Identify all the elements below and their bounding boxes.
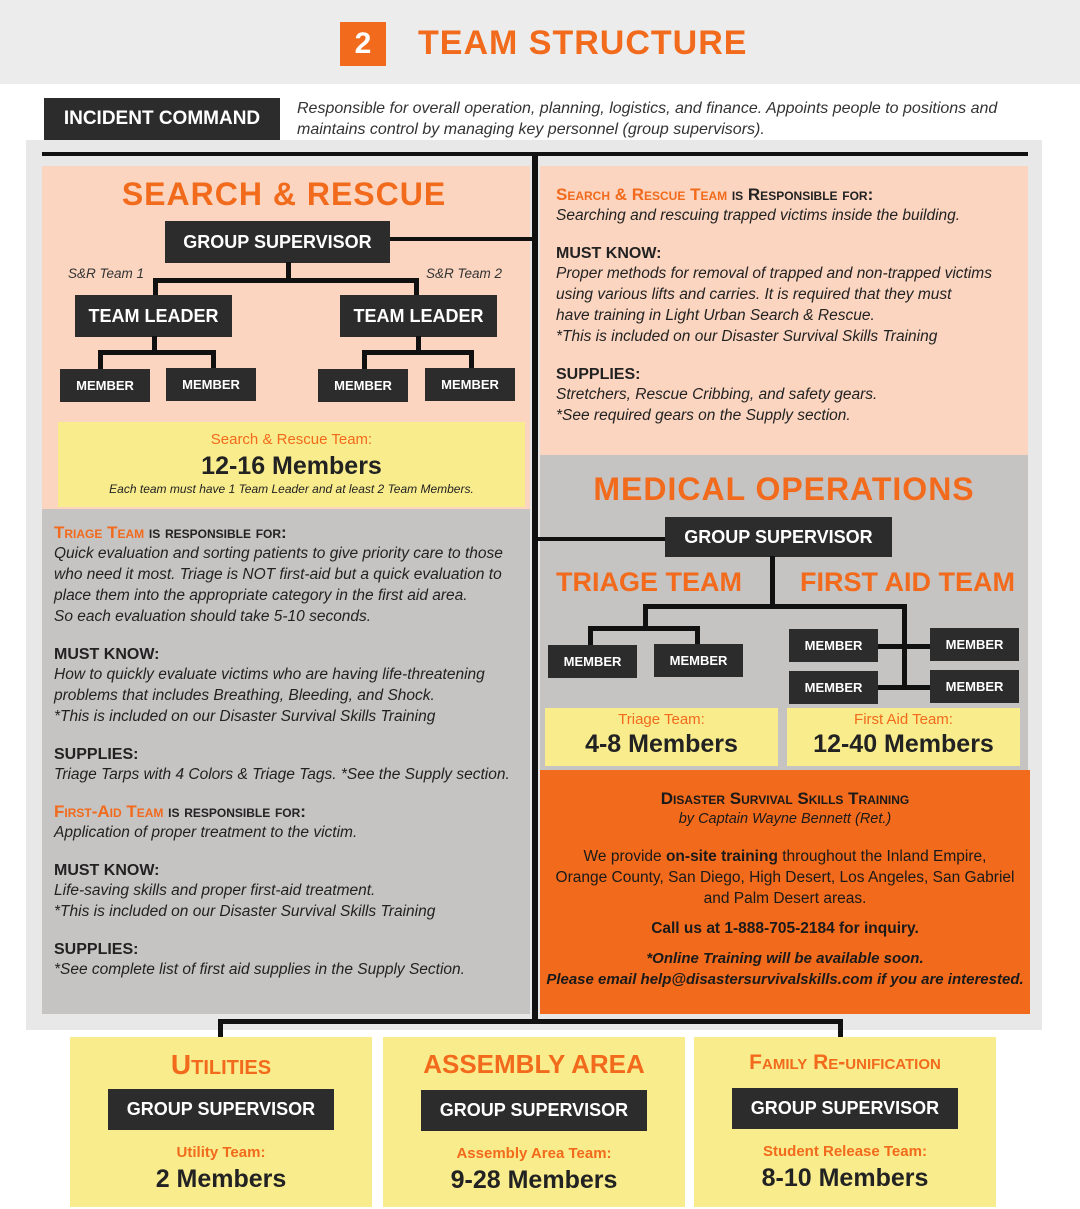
utilities-supervisor: GROUP SUPERVISOR — [108, 1089, 334, 1130]
center-trunk — [532, 152, 538, 1022]
incident-command-desc: Responsible for overall operation, planning, logistics, and finance. Appoints people to positions and maintains control by managing key personnel (group supervisors). — [297, 100, 998, 138]
sr-team-size-label: Search & Rescue Team: — [210, 431, 373, 448]
triage-supplies-head: SUPPLIES: — [54, 746, 139, 763]
training-p1 — [540, 846, 1030, 867]
training-online: *Online Training will be available soon. — [646, 950, 924, 967]
first-aid-size-label: First Aid Team: — [854, 711, 953, 728]
med-stem — [770, 556, 775, 608]
sr-team-leader-1: TEAM LEADER — [75, 295, 232, 337]
triage-must-text: problems that includes Breathing, Bleeding, and Shock. — [54, 687, 435, 704]
assembly-team-count: 9-28 Members — [450, 1166, 618, 1194]
sr-team1-label: S&R Team 1 — [68, 266, 145, 281]
first-aid-size-box — [787, 708, 1020, 766]
triage-size-count: 4-8 Members — [585, 730, 738, 758]
section-number: 2 — [340, 22, 386, 66]
triage-resp-name: Triage Team — [54, 523, 145, 542]
triage-member: MEMBER — [548, 645, 637, 678]
sr-group-supervisor: GROUP SUPERVISOR — [165, 221, 390, 263]
sr-l2-m1-drop — [362, 350, 367, 370]
fa-must-head: MUST KNOW: — [54, 862, 160, 879]
triage-size-label: Triage Team: — [618, 711, 705, 728]
triage-m2-drop — [695, 626, 700, 646]
training-by: by Captain Wayne Bennett (Ret.) — [678, 811, 892, 827]
sr-must-text: using various lifts and carries. It is required that they must — [556, 286, 952, 303]
triage-team-title: TRIAGE TEAM — [556, 567, 742, 597]
triage-text: who need it most. Triage is NOT first-aid but a quick evaluation to — [54, 566, 502, 583]
sr-member: MEMBER — [166, 368, 256, 401]
triage-supplies-text: Triage Tarps with 4 Colors & Triage Tags. *See the Supply section. — [54, 766, 510, 783]
triage-text: place them into the appropriate category in the first aid area. — [54, 587, 468, 604]
first-aid-team-title: FIRST AID TEAM — [800, 567, 1015, 597]
triage-must-head: MUST KNOW: — [54, 646, 160, 663]
sr-supplies-text: Stretchers, Rescue Cribbing, and safety gears. — [556, 386, 878, 403]
utilities-team-label: Utility Team: — [176, 1144, 266, 1161]
fa-supplies-head: SUPPLIES: — [54, 941, 139, 958]
fa-bar-2 — [876, 685, 932, 690]
sr-leader1-drop — [153, 278, 158, 296]
sr-team-leader-2: TEAM LEADER — [340, 295, 497, 337]
training-p3: and Palm Desert areas. — [703, 890, 867, 907]
med-group-supervisor: GROUP SUPERVISOR — [665, 517, 892, 557]
assembly-team-label: Assembly Area Team: — [456, 1145, 612, 1162]
sr-team-size-note: Each team must have 1 Team Leader and at least 2 Team Members. — [109, 482, 474, 496]
training-call: Call us at 1-888-705-2184 for inquiry. — [651, 920, 919, 937]
family-team-label: Student Release Team: — [763, 1143, 927, 1160]
med-bar — [643, 604, 907, 609]
sr-must-text: *This is included on our Disaster Survival Skills Training — [556, 328, 938, 345]
triage-member: MEMBER — [654, 644, 743, 677]
sr-responsibility — [556, 185, 1016, 426]
fa-supplies-text: *See complete list of first aid supplies in the Supply Section. — [54, 961, 465, 978]
sr-leader-bar — [153, 278, 419, 283]
utilities-title: Utilities — [170, 1049, 272, 1080]
med-connector — [535, 537, 665, 541]
triage-must-text: *This is included on our Disaster Survival Skills Training — [54, 708, 436, 725]
training-p1a: We provide — [583, 848, 666, 865]
fa-resp-name: First-Aid Team — [54, 802, 164, 821]
training-title: Disaster Survival Skills Training — [660, 789, 910, 808]
assembly-supervisor: GROUP SUPERVISOR — [421, 1090, 647, 1131]
sr-resp-text: Searching and rescuing trapped victims inside the building. — [556, 207, 961, 224]
utilities-box — [70, 1037, 372, 1207]
family-title: Family Re-unification — [749, 1051, 941, 1074]
sr-l1-bar — [98, 350, 216, 355]
family-team-count: 8-10 Members — [761, 1164, 929, 1192]
sr-l2-bar — [362, 350, 474, 355]
training-p2: Orange County, San Diego, High Desert, Los Angeles, San Gabriel — [555, 869, 1015, 886]
assembly-box — [383, 1037, 685, 1207]
first-aid-member: MEMBER — [789, 629, 878, 662]
sr-connector — [390, 237, 535, 241]
triage-m1-drop — [588, 626, 593, 646]
med-title: MEDICAL OPERATIONS — [593, 471, 975, 507]
first-aid-member: MEMBER — [789, 671, 878, 704]
sr-supplies-text: *See required gears on the Supply section. — [556, 407, 851, 424]
triage-text: So each evaluation should take 5-10 seconds. — [54, 608, 372, 625]
triage-bar — [588, 626, 700, 631]
first-aid-member: MEMBER — [930, 628, 1019, 661]
first-aid-member: MEMBER — [930, 670, 1019, 703]
sr-l2-m2-drop — [469, 350, 474, 370]
bottom-connector — [218, 1019, 843, 1024]
fa-text: Application of proper treatment to the victim. — [54, 824, 358, 841]
sr-member: MEMBER — [425, 368, 515, 401]
utilities-team-count: 2 Members — [155, 1165, 287, 1193]
triage-responsibility — [54, 523, 524, 980]
incident-command-label: INCIDENT COMMAND — [44, 98, 280, 140]
page-title: TEAM STRUCTURE — [418, 24, 748, 62]
fa-bar-1 — [876, 644, 932, 649]
training-info — [540, 789, 1030, 990]
sr-team-size-box — [58, 422, 525, 507]
sr-must-head: MUST KNOW: — [556, 245, 662, 262]
sr-resp-name: Search & Rescue Team — [556, 185, 728, 204]
sr-resp-suffix: is Responsible for: — [727, 185, 874, 204]
sr-member: MEMBER — [60, 369, 150, 402]
triage-resp-suffix: is responsible for: — [144, 523, 287, 542]
sr-title: SEARCH & RESCUE — [121, 176, 447, 212]
triage-must-text: How to quickly evaluate victims who are having life-threatening — [54, 666, 485, 683]
sr-member: MEMBER — [318, 369, 408, 402]
sr-leader2-drop — [414, 278, 419, 296]
family-box — [694, 1037, 996, 1207]
sr-must-text: have training in Light Urban Search & Rescue. — [556, 307, 875, 324]
triage-text: Quick evaluation and sorting patients to give priority care to those — [54, 545, 503, 562]
sr-l1-m1-drop — [98, 350, 103, 370]
sr-supplies-head: SUPPLIES: — [556, 366, 641, 383]
fa-must-text: Life-saving skills and proper first-aid treatment. — [54, 882, 376, 899]
sr-team-size-count: 12-16 Members — [201, 452, 382, 480]
training-p1b: on-site training — [665, 848, 778, 865]
family-supervisor: GROUP SUPERVISOR — [732, 1088, 958, 1129]
triage-size-box — [545, 708, 778, 766]
first-aid-size-count: 12-40 Members — [813, 730, 994, 758]
sr-team2-label: S&R Team 2 — [426, 266, 503, 281]
sr-must-text: Proper methods for removal of trapped and non-trapped victims — [556, 265, 992, 282]
sr-l1-m2-drop — [211, 350, 216, 370]
training-p1c: throughout the Inland Empire, — [777, 848, 987, 865]
fa-resp-suffix: is responsible for: — [163, 802, 306, 821]
assembly-title: ASSEMBLY AREA — [423, 1049, 645, 1079]
fa-must-text: *This is included on our Disaster Survival Skills Training — [54, 903, 436, 920]
training-email: Please email help@disastersurvivalskills.com if you are interested. — [546, 971, 1024, 988]
